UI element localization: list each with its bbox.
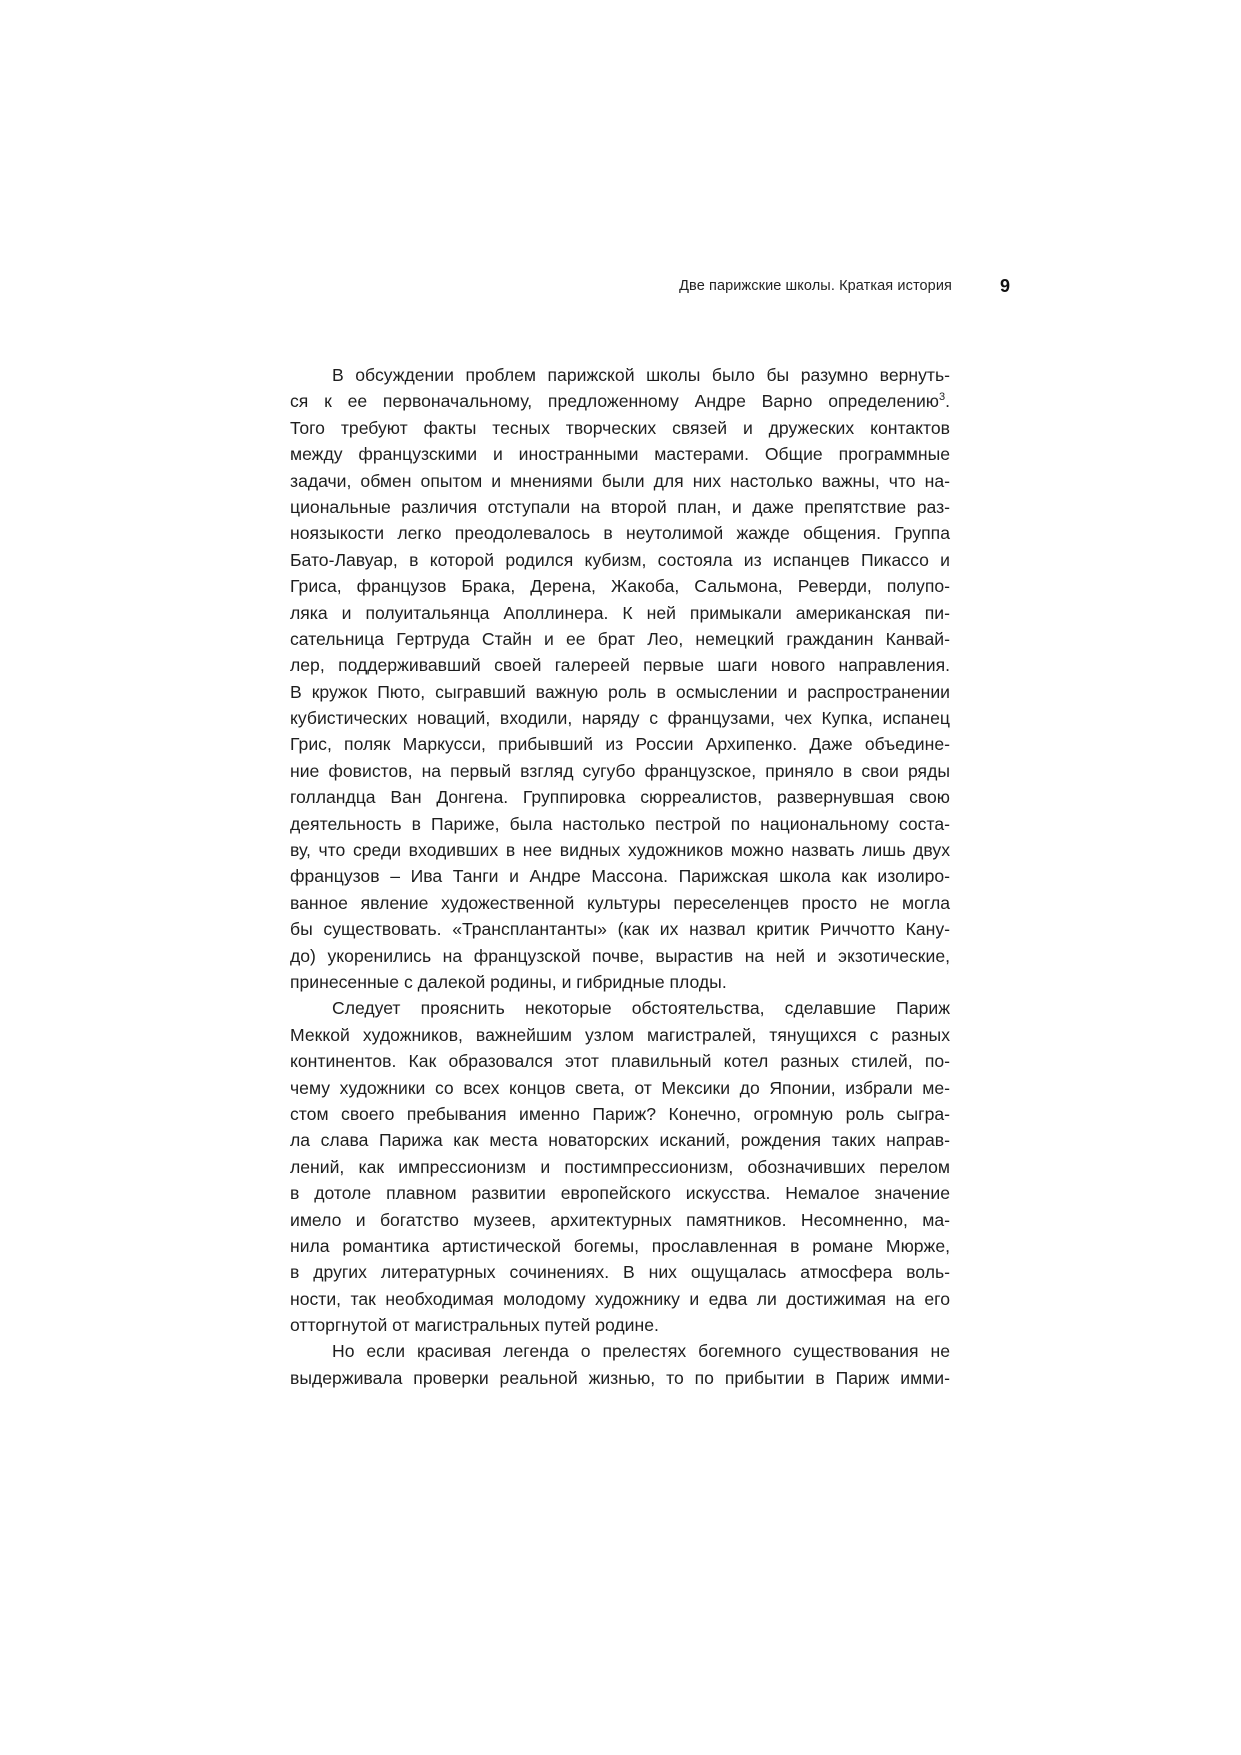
paragraph-1-line: деятельность в Париже, была настолько пестрой по национальному соста- (290, 813, 950, 834)
paragraph-1-line: ванное явление художественной культуры переселенцев просто не могла (290, 892, 950, 913)
paragraph-2-line: континентов. Как образовался этот плавильный котел разных стилей, по- (290, 1051, 950, 1072)
paragraph-1-line: Грис, поляк Маркусси, прибывший из России Архипенко. Даже объедине- (290, 734, 950, 755)
paragraph-1-line: кубистических новаций, входили, наряду с французами, чех Купка, испанец (290, 708, 950, 729)
paragraph-3-line: выдерживала проверки реальной жизнью, то по прибытии в Париж имми- (290, 1367, 950, 1388)
paragraph-1-line: бы существовать. «Трансплантанты» (как их назвал критик Риччотто Кану- (290, 919, 950, 940)
paragraph-3-line: Но если красивая легенда о прелестях богемного существования не (332, 1341, 950, 1362)
paragraph-2-line: ла слава Парижа как места новаторских исканий, рождения таких направ- (290, 1130, 950, 1151)
line-text: ся к ее первоначальному, предложенному Андре Варно определению (290, 391, 939, 412)
running-title: Две парижские школы. Краткая история (679, 278, 952, 294)
paragraph-1-line: ляка и полуитальянца Аполлинера. К ней примыкали американская пи- (290, 602, 950, 623)
paragraph-2-line: в других литературных сочинениях. В них ощущалась атмосфера воль- (290, 1262, 950, 1283)
paragraph-1-line: циональные различия отступали на второй план, и даже препятствие раз- (290, 496, 950, 517)
paragraph-1-line: сательница Гертруда Стайн и ее брат Лео, немецкий гражданин Канвай- (290, 628, 950, 649)
paragraph-1-line: Того требуют факты тесных творческих связей и дружеских контактов (290, 417, 950, 438)
paragraph-2-line: отторгнутой от магистральных путей родине. (290, 1315, 659, 1336)
paragraph-1-line: Бато-Лавуар, в которой родился кубизм, состояла из испанцев Пикассо и (290, 549, 950, 570)
body-text (290, 362, 950, 1391)
paragraph-2-line: в дотоле плавном развитии европейского искусства. Немалое значение (290, 1183, 950, 1204)
paragraph-1-line: голландца Ван Донгена. Группировка сюрреалистов, развернувшая свою (290, 787, 950, 808)
paragraph-1-line: задачи, обмен опытом и мнениями были для них настолько важны, что на- (290, 470, 950, 491)
paragraph-1-line (290, 388, 950, 414)
line-punctuation: . (945, 391, 950, 412)
footnote-marker: 3 (938, 391, 946, 404)
paragraph-1-line: между французскими и иностранными мастерами. Общие программные (290, 444, 950, 465)
paragraph-1-line: Гриса, французов Брака, Дерена, Жакоба, Сальмона, Реверди, полупо- (290, 576, 950, 597)
paragraph-1-line: ноязыкости легко преодолевалось в неутолимой жажде общения. Группа (290, 523, 950, 544)
paragraph-2-line: имело и богатство музеев, архитектурных памятников. Несомненно, ма- (290, 1209, 950, 1230)
paragraph-1-line: принесенные с далекой родины, и гибридные плоды. (290, 971, 727, 992)
paragraph-2-line: чему художники со всех концов света, от Мексики до Японии, избрали ме- (290, 1077, 950, 1098)
paragraph-1-line: В кружок Пюто, сыгравший важную роль в осмыслении и распространении (290, 681, 950, 702)
paragraph-2-line: стом своего пребывания именно Париж? Конечно, огромную роль сыгра- (290, 1103, 950, 1124)
paragraph-1-line: ву, что среди входивших в нее видных художников можно назвать лишь двух (290, 840, 950, 861)
paragraph-1-line: ние фовистов, на первый взгляд сугубо французское, приняло в свои ряды (290, 760, 950, 781)
page-number: 9 (999, 275, 1010, 296)
paragraph-2-line: нила романтика артистической богемы, прославленная в романе Мюрже, (290, 1235, 950, 1256)
paragraph-2-line: Следует прояснить некоторые обстоятельства, сделавшие Париж (332, 998, 950, 1019)
paragraph-1-line: до) укоренились на французской почве, вырастив на ней и экзотические, (290, 945, 950, 966)
running-header (290, 274, 1010, 298)
paragraph-1-line: французов – Ива Танги и Андре Массона. Парижская школа как изолиро- (290, 866, 950, 887)
paragraph-2-line: лений, как импрессионизм и постимпрессионизм, обозначивших перелом (290, 1156, 950, 1177)
paragraph-2-line: Меккой художников, важнейшим узлом магистралей, тянущихся с разных (290, 1024, 950, 1045)
paragraph-1-line: В обсуждении проблем парижской школы было бы разумно вернуть- (332, 365, 950, 385)
paragraph-2-line: ности, так необходимая молодому художнику и едва ли достижимая на его (290, 1288, 950, 1309)
paragraph-1-line: лер, поддерживавший своей галереей первые шаги нового направления. (290, 655, 950, 676)
